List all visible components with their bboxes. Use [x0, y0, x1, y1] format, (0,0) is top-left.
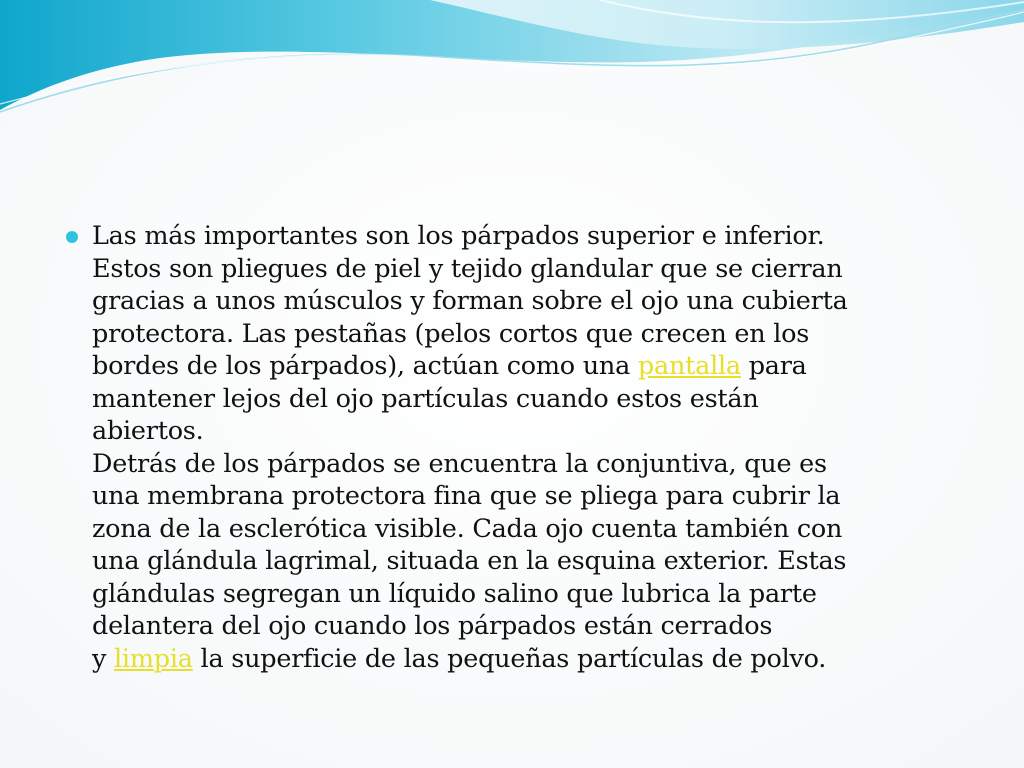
bullet-item [66, 220, 966, 675]
text-segment: para [740, 351, 807, 381]
text-line: una glándula lagrimal, situada en la esquina exterior. Estas [92, 546, 847, 576]
pantalla-link[interactable]: pantalla [637, 351, 741, 381]
limpia-link[interactable]: limpia [114, 643, 193, 674]
text-line: mantener lejos del ojo partículas cuando estos están [92, 383, 759, 414]
text-segment: la superficie de las pequeñas partículas de polvo. [192, 643, 827, 674]
text-line [92, 350, 848, 383]
text-segment: bordes de los párpados), actúan como una [92, 351, 638, 381]
text-line: delantera del ojo cuando los párpados están cerrados [92, 611, 773, 641]
text-line: gracias a unos músculos y forman sobre el ojo una cubierta [92, 286, 848, 316]
text-line: glándulas segregan un líquido salino que lubrica la parte [92, 578, 817, 609]
text-line: abiertos. [92, 416, 204, 446]
text-line: protectora. Las pestañas (pelos cortos que crecen en los [92, 318, 810, 349]
text-line: Detrás de los párpados se encuentra la conjuntiva, que es [92, 448, 827, 479]
body-text [92, 220, 848, 675]
text-line [92, 643, 848, 676]
bullet-icon [66, 231, 78, 243]
text-segment: y [92, 643, 115, 674]
wave-header-decoration [0, 0, 1024, 130]
text-line: zona de la esclerótica visible. Cada ojo cuenta también con [92, 513, 843, 544]
text-line: Estos son pliegues de piel y tejido glandular que se cierran [92, 253, 843, 284]
text-line: una membrana protectora fina que se pliega para cubrir la [92, 481, 841, 511]
text-line: Las más importantes son los párpados superior e inferior. [92, 221, 825, 251]
